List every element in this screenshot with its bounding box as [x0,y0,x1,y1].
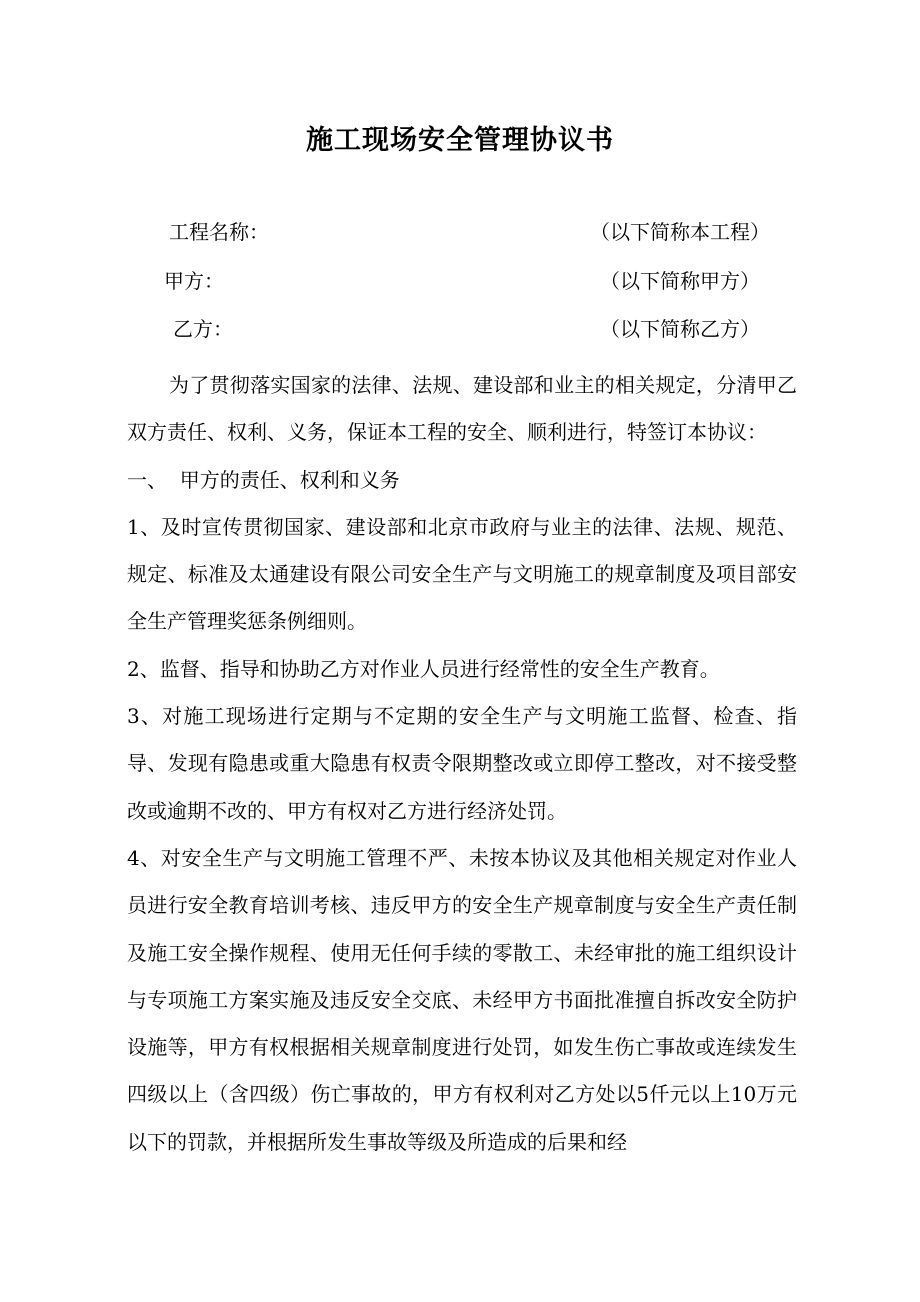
field-note: （以下简称乙方） [600,317,760,341]
intro-paragraph: 为了贯彻落实国家的法律、法规、建设部和业主的相关规定，分清甲乙双方责任、权利、义务，保证本工程的安全、顺利进行，特签订本协议： [127,373,797,445]
clause-item-3: 3、对施工现场进行定期与不定期的安全生产与文明施工监督、检查、指导、发现有隐患或重大隐患有权责令限期整改或立即停工整改，对不接受整改或逾期不改的、甲方有权对乙方进行经济处罚。 [127,704,797,823]
clause-item-1: 1、及时宣传贯彻国家、建设部和北京市政府与业主的法律、法规、规范、规定、标准及太通建设有限公司安全生产与文明施工的规章制度及项目部安全生产管理奖惩条例细则。 [127,514,797,634]
field-note: （以下简称本工程） [590,220,770,244]
document-body [127,362,797,1166]
section-heading: 一、 甲方的责任、权利和义务 [127,467,400,492]
field-note: （以下简称甲方） [600,269,760,293]
field-label: 甲方： [164,269,224,293]
field-label: 工程名称： [169,220,269,244]
clause-item-2: 2、监督、指导和协助乙方对作业人员进行经常性的安全生产教育。 [127,656,720,681]
field-label: 乙方： [173,317,233,341]
clause-item-4: 4、对安全生产与文明施工管理不严、未按本协议及其他相关规定对作业人员进行安全教育培训考核、违反甲方的安全生产规章制度与安全生产责任制及施工安全操作规程、使用无任何手续的零散工、未经审批的施工组织设计与专项施工方案实施及违反安全交底、未经甲方书面批准擅自拆改安全防护设施等，甲方有权根据相关规章制度进行处罚，如发生伤亡事故或连续发生四级以上（含四级）伤亡事故的，甲方有权利对乙方处以5仟元以上10万元以下的罚款，并根据所发生事故等级及所造成的后果和经 [127,845,797,1154]
document-title: 施工现场安全管理协议书 [306,125,614,156]
